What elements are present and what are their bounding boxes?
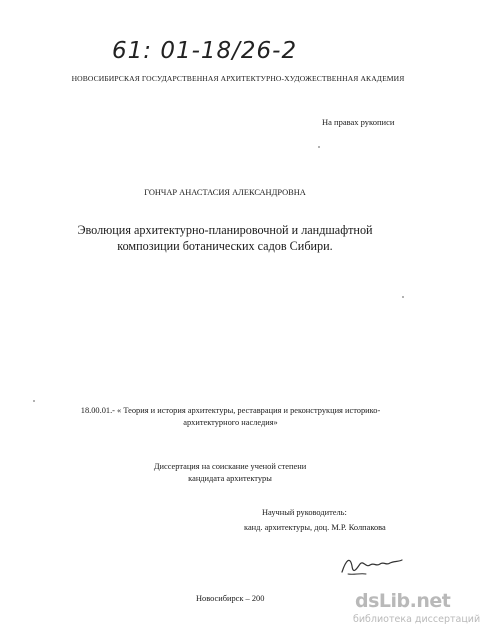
author-name: ГОНЧАР АНАСТАСИЯ АЛЕКСАНДРОВНА <box>144 188 306 197</box>
handwritten-signature <box>336 550 406 580</box>
scan-speck <box>402 296 404 298</box>
manuscript-rights-note: На правах рукописи <box>322 117 395 127</box>
title-line-2: композиции ботанических садов Сибири. <box>117 239 333 253</box>
scan-speck <box>33 400 35 402</box>
specialty-line-1: 18.00.01.- « Теория и история архитектуры, реставрация и реконструкция историко- <box>80 406 381 415</box>
degree-line-2: кандидата архитектуры <box>188 474 272 483</box>
institution-name: НОВОСИБИРСКАЯ ГОСУДАРСТВЕННАЯ АРХИТЕКТУРНО-ХУДОЖЕСТВЕННАЯ АКАДЕМИЯ <box>71 74 405 83</box>
place-and-year: Новосибирск – 200 <box>196 594 265 603</box>
title-line-1: Эволюция архитектурно-планировочной и ландшафтной <box>77 223 373 237</box>
scan-speck <box>318 146 320 148</box>
dissertation-title <box>55 222 395 254</box>
dslib-watermark <box>353 590 480 636</box>
specialty-line-2: архитектурного наследия» <box>183 418 278 427</box>
specialty-code <box>58 405 403 429</box>
degree-line-1: Диссертация на соискание ученой степени <box>153 462 307 471</box>
watermark-logo: dsLib.net <box>355 590 451 612</box>
handwritten-archive-code: 61: 01-18/26-2 <box>112 38 298 64</box>
advisor-name: канд. архитектуры, доц. М.Р. Колпакова <box>244 523 386 532</box>
watermark-caption: библиотека диссертаций <box>353 614 480 625</box>
advisor-label: Научный руководитель: <box>262 508 347 517</box>
degree-statement <box>120 461 340 485</box>
